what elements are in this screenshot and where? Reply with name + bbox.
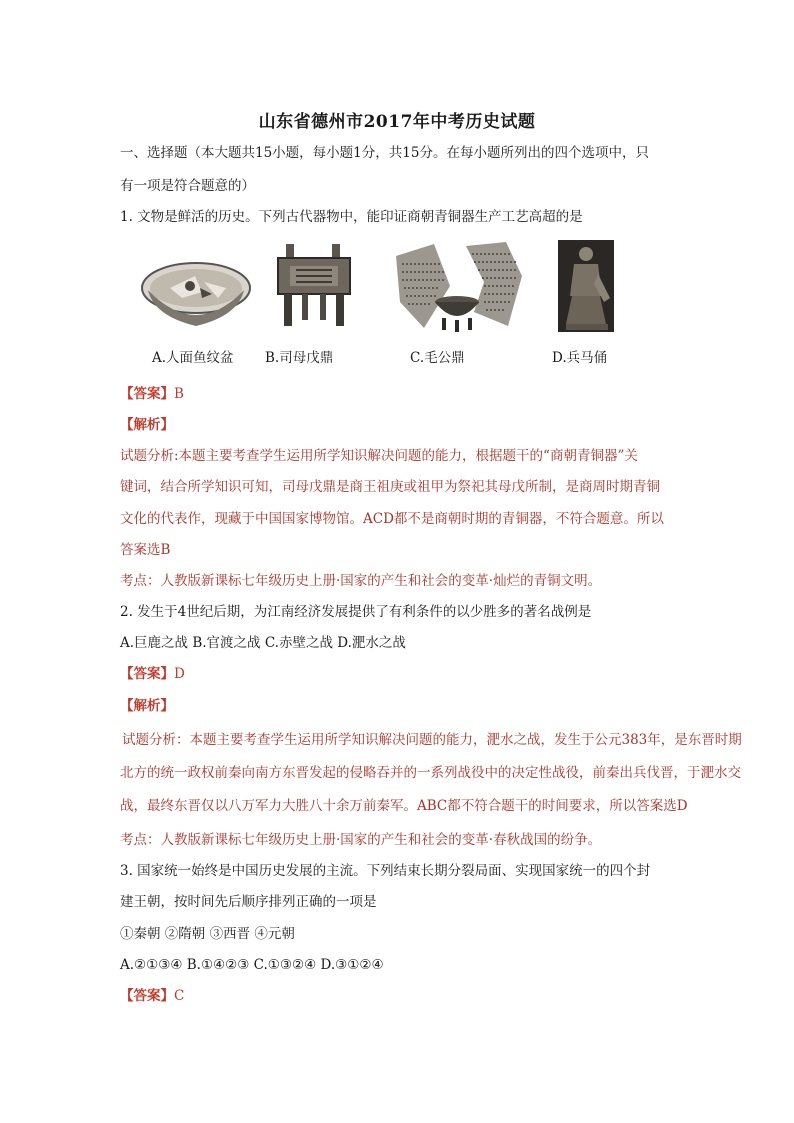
q1-option-b: B.司母戊鼎 [265, 350, 334, 366]
q2-stem: 2. 发生于4世纪后期，为江南经济发展提供了有利条件的以少胜多的著名战例是 [120, 604, 592, 620]
q3-answer-line [120, 987, 184, 1005]
q2-analysis-line1: 试题分析：本题主要考查学生运用所学知识解决问题的能力，淝水之战，发生于公元383年，是东晋时期 [122, 732, 742, 748]
q1-answer-value: B [174, 386, 184, 402]
section-instructions-line2: 有一项是符合题意的） [120, 178, 255, 194]
q3-answer-value: C [174, 988, 185, 1004]
q1-analysis-line1: 试题分析:本题主要考查学生运用所学知识解决问题的能力，根据题干的“商朝青铜器”关 [120, 448, 638, 464]
q1-option-d: D.兵马俑 [552, 350, 608, 366]
q1-analysis-tag: 【解析】 [120, 417, 174, 433]
q2-knowledge-point: 考点：人教版新课标七年级历史上册·国家的产生和社会的变革·春秋战国的纷争。 [120, 832, 602, 848]
q2-answer-tag: 【答案】 [120, 666, 174, 682]
artifact-terracotta-warrior-image [558, 240, 614, 332]
q1-knowledge-point: 考点：人教版新课标七年级历史上册·国家的产生和社会的变革·灿烂的青铜文明。 [120, 573, 602, 589]
artifact-maogong-ding-image [394, 242, 524, 332]
q2-options: A.巨鹿之战 B.官渡之战 C.赤壁之战 D.淝水之战 [120, 635, 406, 651]
q1-analysis-line4: 答案选B [120, 542, 171, 558]
q1-analysis-line3: 文化的代表作，现藏于中国国家博物馆。ACD都不是商朝时期的青铜器，不符合题意。所以 [120, 511, 664, 527]
q1-stem: 1. 文物是鲜活的历史。下列古代器物中，能印证商朝青铜器生产工艺高超的是 [120, 209, 583, 225]
q3-stem-line2: 建王朝，按时间先后顺序排列正确的一项是 [120, 894, 377, 910]
q2-analysis-tag: 【解析】 [120, 698, 174, 714]
q1-analysis-line2: 键词，结合所学知识可知，司母戊鼎是商王祖庚或祖甲为祭祀其母戊所制，是商周时期青铜 [120, 479, 660, 495]
q1-option-a: A.人面鱼纹盆 [152, 350, 234, 366]
artifact-fish-basin-image [140, 258, 252, 330]
q1-answer-tag: 【答案】 [120, 386, 174, 402]
q3-options: A.②①③④ B.①④②③ C.①③②④ D.③①②④ [120, 957, 384, 973]
q2-analysis-line3: 战，最终东晋仅以八万军力大胜八十余万前秦军。ABC都不符合题干的时间要求，所以答案选D [120, 798, 688, 814]
q1-option-c: C.毛公鼎 [410, 350, 465, 366]
q1-answer-line [120, 385, 184, 403]
q2-answer-line [120, 665, 185, 683]
q3-items: ①秦朝 ②隋朝 ③西晋 ④元朝 [120, 926, 295, 942]
q3-stem-line1: 3. 国家统一始终是中国历史发展的主流。下列结束长期分裂局面、实现国家统一的四个封 [120, 863, 651, 879]
q3-answer-tag: 【答案】 [120, 988, 174, 1004]
section-instructions-line1: 一、选择题（本大题共15小题，每小题1分，共15分。在每小题所列出的四个选项中，只 [120, 145, 649, 161]
artifact-simuwu-ding-image [274, 244, 354, 328]
q2-answer-value: D [174, 666, 185, 682]
q2-analysis-line2: 北方的统一政权前秦向南方东晋发起的侵略吞并的一系列战役中的决定性战役，前秦出兵伐晋，于淝水交 [120, 765, 741, 781]
page-title: 山东省德州市2017年中考历史试题 [258, 112, 536, 132]
